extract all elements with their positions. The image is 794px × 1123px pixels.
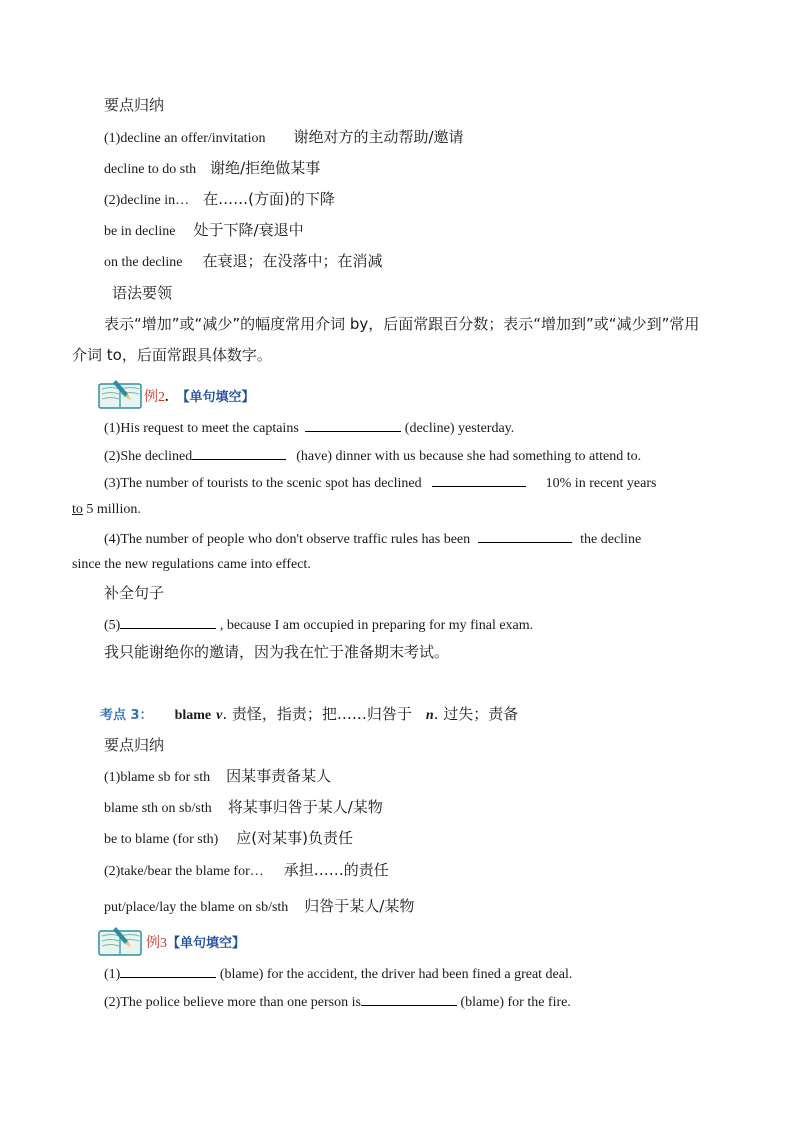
question-text: 10% in recent years	[545, 476, 657, 491]
question-line	[104, 418, 514, 438]
phrase-en: (2)decline in…	[104, 193, 190, 208]
question-text: (have) dinner with us because she had something to attend to.	[296, 449, 642, 464]
grammar-text: 表示“增加”或“减少”的幅度常用介词 by，后面常跟百分数；表示“增加到”或“减少到”常用	[104, 315, 700, 333]
phrase-zh: 承担……的责任	[283, 861, 389, 879]
phrase-line	[104, 798, 383, 818]
keypoint-definition: . 责怪，指责；把……归咎于	[222, 705, 412, 723]
phrase-en: be to blame (for sth)	[104, 832, 219, 847]
answer-blank[interactable]	[120, 615, 216, 629]
answer-blank[interactable]	[305, 418, 401, 432]
phrase-zh: 谢绝对方的主动帮助/邀请	[293, 128, 464, 146]
phrase-zh: 应(对某事)负责任	[236, 829, 354, 847]
phrase-zh: 归咎于某人/某物	[304, 897, 415, 915]
phrase-en: on the decline	[104, 255, 183, 270]
phrase-line	[104, 159, 320, 179]
example-label: 例	[144, 389, 158, 405]
phrase-en: (1)blame sb for sth	[104, 770, 211, 785]
question-line	[104, 529, 641, 549]
question-text: to	[72, 502, 83, 517]
example-number: 2	[158, 390, 165, 405]
question-text: (blame) for the fire.	[456, 995, 571, 1010]
phrase-line	[104, 190, 335, 210]
example-number: 3	[160, 936, 167, 951]
section-heading: 要点归纳	[104, 736, 165, 754]
part-of-speech: n	[425, 708, 434, 723]
example-header	[146, 934, 245, 953]
question-text: (2)She declined	[104, 449, 193, 464]
grammar-text: 介词 to，后面常跟具体数字。	[72, 346, 272, 364]
book-pencil-icon	[98, 378, 144, 410]
phrase-en: (2)take/bear the blame for…	[104, 864, 264, 879]
example-dot: .	[165, 390, 169, 405]
phrase-line	[104, 829, 353, 849]
translation-text: 我只能谢绝你的邀请，因为我在忙于准备期末考试。	[104, 643, 450, 661]
question-text: (decline) yesterday.	[404, 421, 515, 436]
section-heading: 要点归纳	[104, 96, 165, 114]
question-text: (1)His request to meet the captains	[104, 421, 299, 436]
question-text: (1)	[104, 967, 121, 982]
phrase-line	[104, 128, 464, 148]
phrase-zh: 将某事归咎于某人/某物	[227, 798, 383, 816]
keypoint-word: blame	[174, 708, 212, 723]
phrase-en: decline to do sth	[104, 162, 197, 177]
question-text: 5 million.	[82, 502, 141, 517]
grammar-heading: 语法要领	[112, 284, 173, 302]
part-of-speech: v	[216, 708, 223, 723]
answer-blank[interactable]	[120, 964, 216, 978]
question-text: (5)	[104, 618, 121, 633]
phrase-zh: 因某事责备某人	[226, 767, 332, 785]
phrase-en: (1)decline an offer/invitation	[104, 131, 266, 146]
phrase-en: put/place/lay the blame on sb/sth	[104, 900, 289, 915]
question-line	[72, 556, 311, 574]
book-pencil-icon	[98, 925, 144, 957]
phrase-zh: 在衰退；在没落中；在消减	[202, 252, 383, 270]
phrase-line	[104, 252, 383, 272]
question-line	[104, 446, 641, 466]
question-line	[104, 615, 533, 635]
question-text: (2)The police believe more than one person is	[104, 995, 361, 1010]
question-line	[104, 473, 656, 493]
complete-heading: 补全句子	[104, 584, 165, 602]
question-text: (4)The number of people who don't observe traffic rules has been	[104, 532, 471, 547]
question-text: the decline	[580, 532, 642, 547]
phrase-line	[104, 221, 304, 241]
phrase-zh: 处于下降/衰退中	[193, 221, 304, 239]
keypoint-definition: . 过失；责备	[433, 705, 519, 723]
example-type: 【单句填空】	[176, 390, 255, 405]
phrase-en: blame sth on sb/sth	[104, 801, 212, 816]
question-text: (blame) for the accident, the driver had been fined a great deal.	[216, 967, 573, 982]
question-line	[104, 992, 571, 1012]
phrase-line	[104, 861, 389, 881]
question-text: since the new regulations came into effect.	[72, 557, 311, 572]
keypoint-label: 考点 3：	[100, 708, 153, 723]
phrase-line	[104, 897, 414, 917]
example-type: 【单句填空】	[167, 936, 246, 951]
phrase-line	[104, 767, 331, 787]
answer-blank[interactable]	[361, 992, 457, 1006]
answer-blank[interactable]	[432, 473, 526, 487]
keypoint-header	[100, 705, 518, 725]
phrase-en: be in decline	[104, 224, 176, 239]
answer-blank[interactable]	[478, 529, 572, 543]
question-line	[104, 964, 572, 984]
question-line	[72, 501, 141, 519]
phrase-zh: 谢绝/拒绝做某事	[210, 159, 321, 177]
example-label: 例	[146, 935, 160, 951]
phrase-zh: 在……(方面)的下降	[203, 190, 335, 208]
question-text: , because I am occupied in preparing for my final exam.	[216, 618, 534, 633]
example-header	[144, 388, 255, 407]
question-text: (3)The number of tourists to the scenic spot has declined	[104, 476, 422, 491]
answer-blank[interactable]	[192, 446, 286, 460]
